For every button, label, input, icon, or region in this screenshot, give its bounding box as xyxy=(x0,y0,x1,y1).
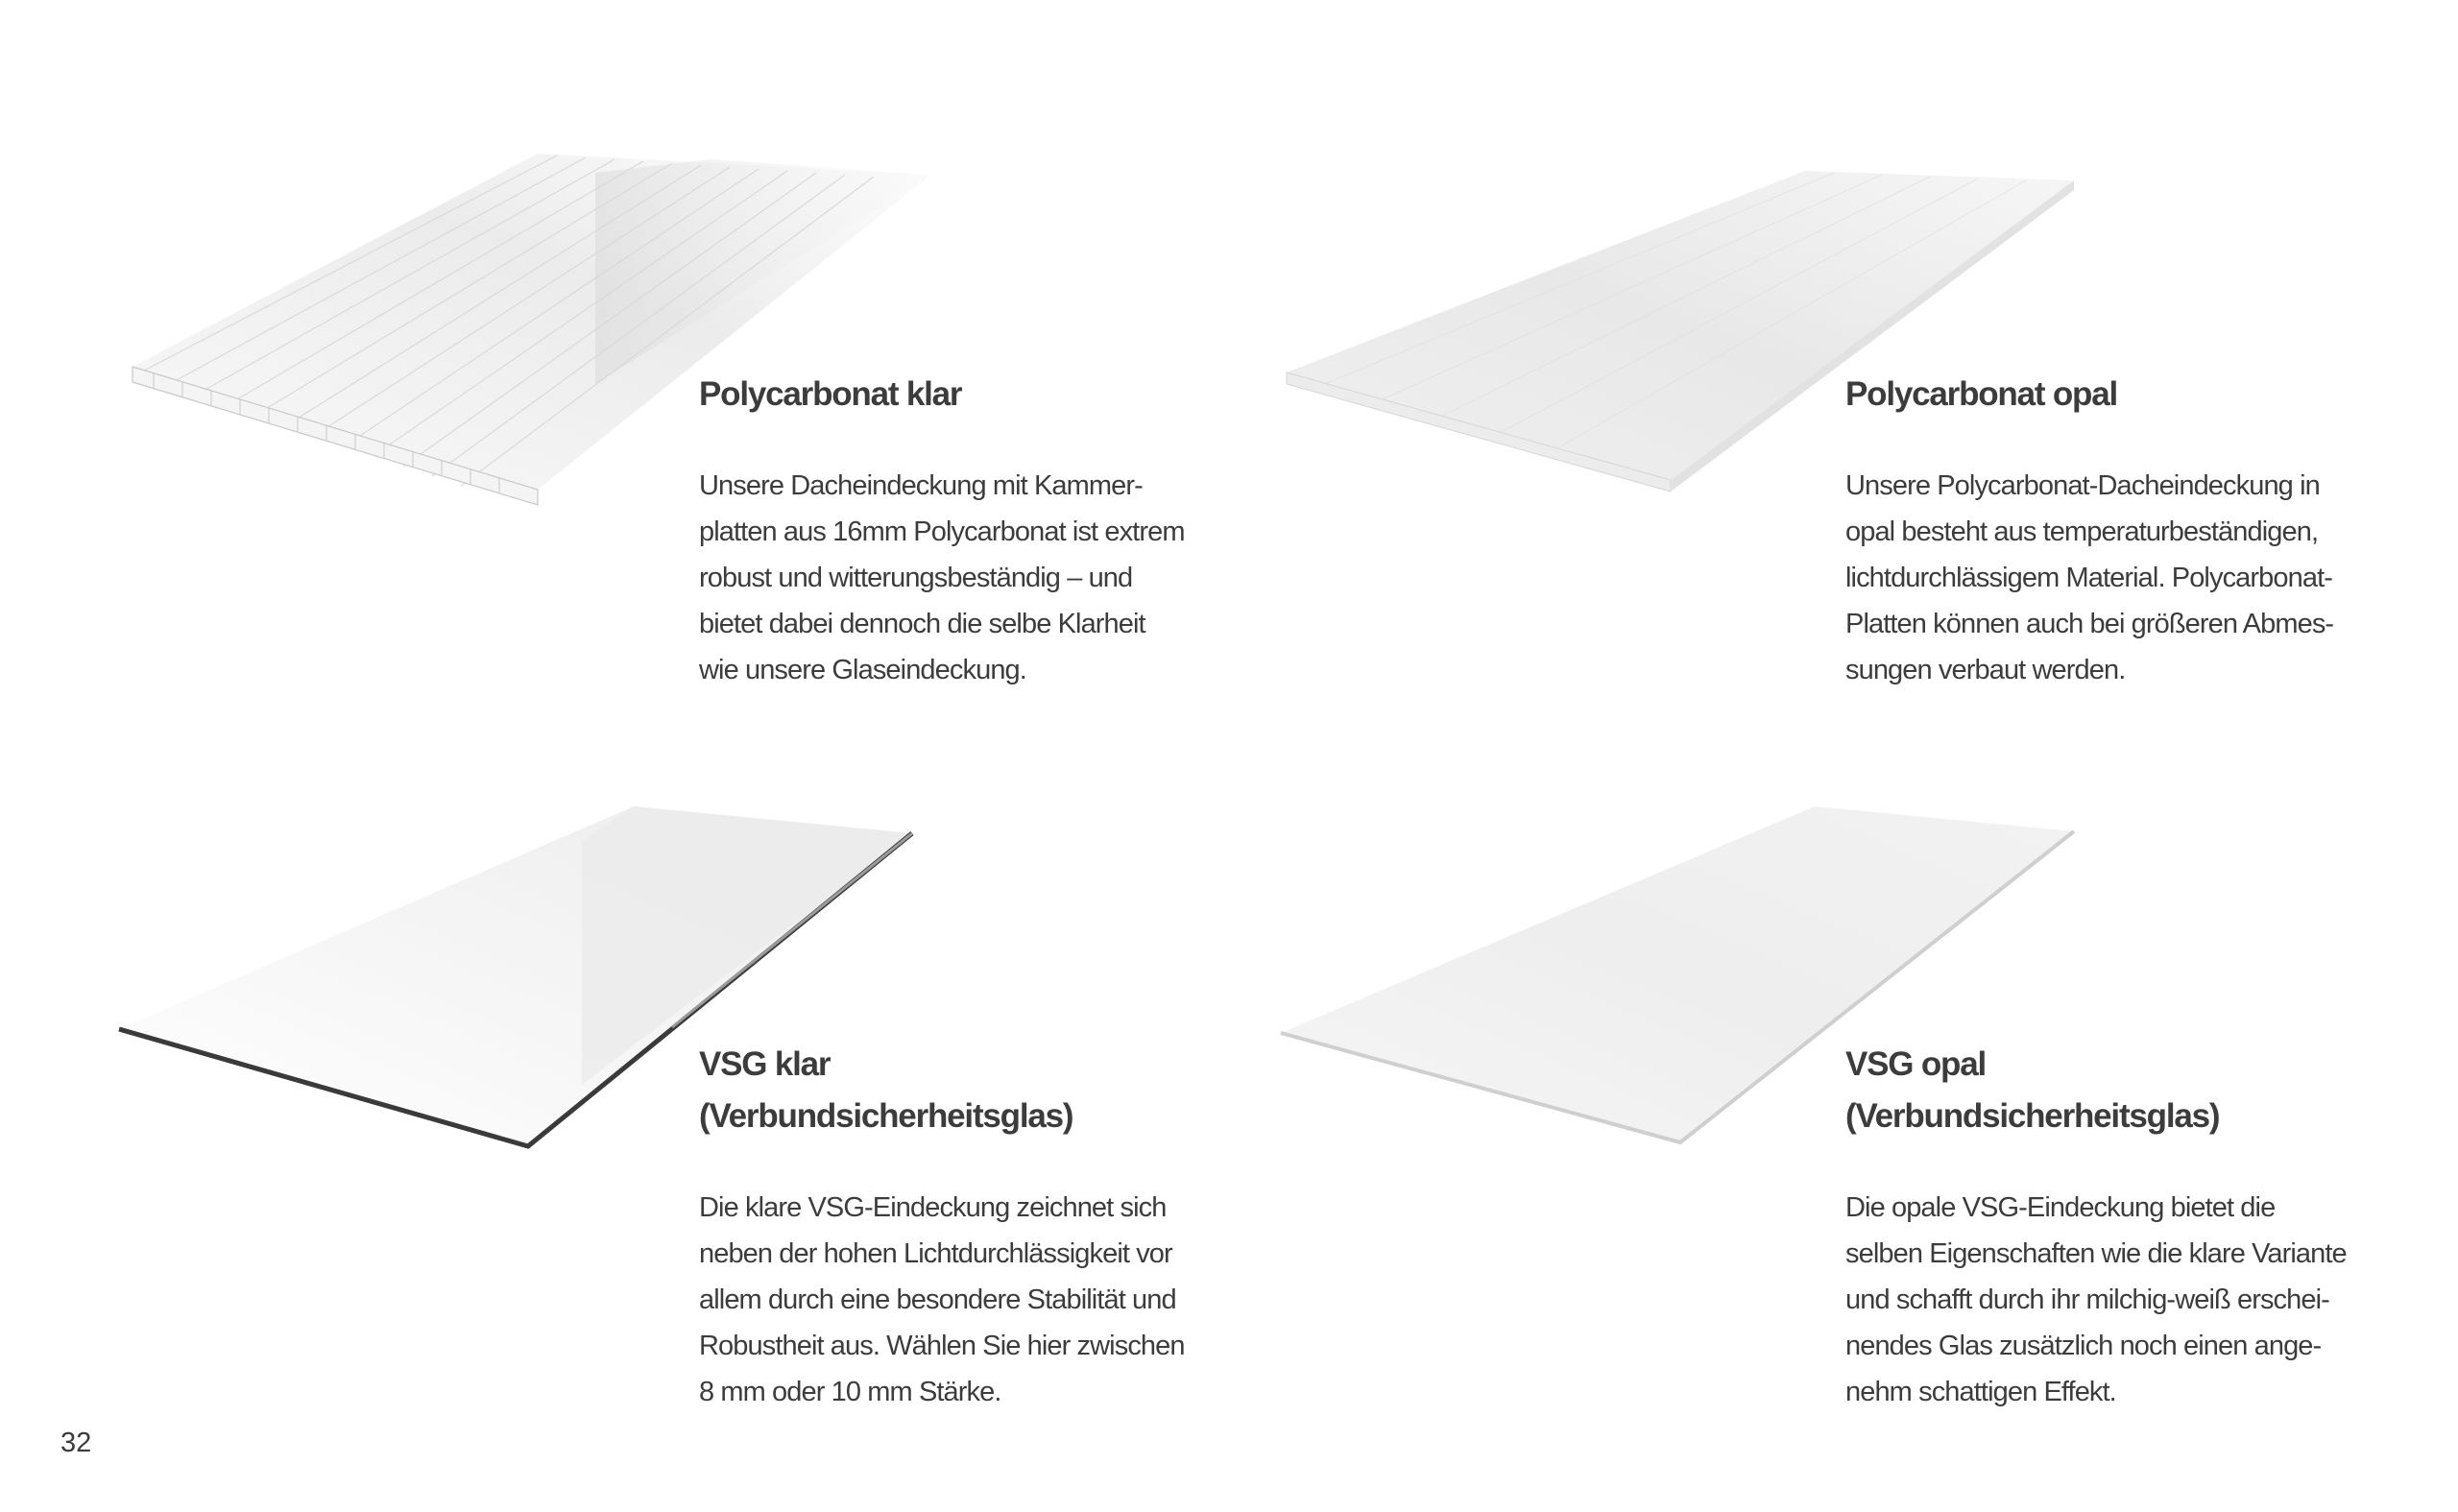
polycarbonate-opal-sheet-image xyxy=(1267,163,2093,509)
description-line: lichtdurchlässigem Material. Polycarbonat- xyxy=(1845,563,2332,593)
product-title-polycarbonate-clear: Polycarbonat klar xyxy=(699,375,962,413)
product-description-vsg-opal xyxy=(1845,1185,2347,1415)
description-line: bietet dabei dennoch die selbe Klarheit xyxy=(699,609,1145,639)
description-line: Robustheit aus. Wählen Sie hier zwischen xyxy=(699,1331,1185,1361)
description-line: nehm schattigen Effekt. xyxy=(1845,1377,2116,1407)
title-line: VSG opal xyxy=(1845,1045,1986,1083)
description-line: selben Eigenschaften wie die klare Variante xyxy=(1845,1238,2347,1269)
description-line: Unsere Polycarbonat-Dacheindeckung in xyxy=(1845,470,2320,501)
product-title-vsg-clear xyxy=(699,1039,1072,1142)
description-line: robust und witterungsbeständig – und xyxy=(699,563,1133,593)
description-line: Platten können auch bei größeren Abmes- xyxy=(1845,609,2334,639)
description-line: allem durch eine besondere Stabilität und xyxy=(699,1284,1176,1315)
description-line: platten aus 16mm Polycarbonat ist extrem xyxy=(699,516,1185,547)
description-line: Die opale VSG-Eindeckung bietet die xyxy=(1845,1192,2276,1223)
description-line: Unsere Dacheindeckung mit Kammer- xyxy=(699,470,1143,501)
product-description-polycarbonate-opal xyxy=(1845,463,2333,693)
title-line: (Verbundsicherheitsglas) xyxy=(1845,1097,2220,1135)
description-line: opal besteht aus temperaturbeständigen, xyxy=(1845,516,2319,547)
description-line: Die klare VSG-Eindeckung zeichnet sich xyxy=(699,1192,1167,1223)
product-description-polycarbonate-clear xyxy=(699,463,1185,693)
description-line: wie unsere Glaseindeckung. xyxy=(699,655,1026,685)
description-line: nendes Glas zusätzlich noch einen ange- xyxy=(1845,1331,2322,1361)
description-line: 8 mm oder 10 mm Stärke. xyxy=(699,1377,1001,1407)
description-line: sungen verbaut werden. xyxy=(1845,655,2126,685)
description-line: neben der hohen Lichtdurchlässigkeit vor xyxy=(699,1238,1172,1269)
product-title-polycarbonate-opal: Polycarbonat opal xyxy=(1845,375,2117,413)
description-line: und schafft durch ihr milchig-weiß erschei- xyxy=(1845,1284,2329,1315)
product-title-vsg-opal xyxy=(1845,1039,2219,1142)
page-number: 32 xyxy=(60,1428,92,1458)
product-description-vsg-clear xyxy=(699,1185,1185,1415)
title-line: (Verbundsicherheitsglas) xyxy=(699,1097,1073,1135)
title-line: VSG klar xyxy=(699,1045,831,1083)
